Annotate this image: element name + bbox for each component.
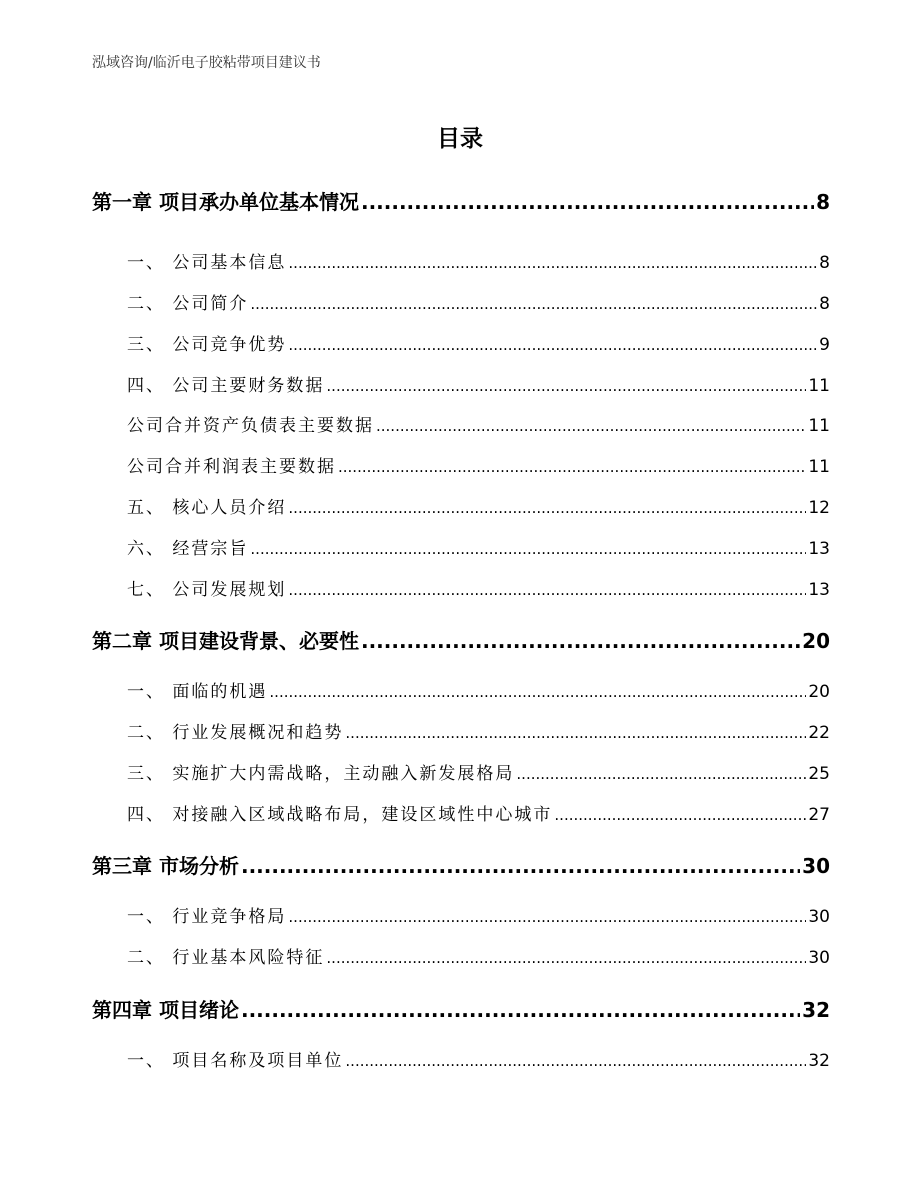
toc-entry-label: 第二章 项目建设背景、必要性 <box>92 629 359 653</box>
toc-entry[interactable] <box>127 1046 830 1071</box>
dot-leader <box>288 908 806 926</box>
toc-entry-label: 一、 项目名称及项目单位 <box>127 1051 344 1071</box>
toc-entry-page: 13 <box>808 539 830 559</box>
toc-entry-page: 11 <box>808 457 830 477</box>
dot-leader <box>326 377 806 395</box>
toc-entry-page: 32 <box>802 998 830 1022</box>
toc-entry[interactable] <box>127 330 830 355</box>
dot-leader <box>345 1052 806 1070</box>
toc-entry[interactable] <box>127 800 830 825</box>
toc-entry[interactable] <box>92 994 830 1023</box>
dot-leader <box>376 417 806 435</box>
toc-entry-page: 8 <box>819 294 830 314</box>
toc-entry-page: 8 <box>816 190 830 214</box>
dot-leader <box>288 499 806 517</box>
toc-entry-label: 三、 实施扩大内需战略，主动融入新发展格局 <box>127 764 515 784</box>
toc-entry-label: 二、 公司简介 <box>127 294 249 314</box>
toc-entry-label: 第一章 项目承办单位基本情况 <box>92 190 359 214</box>
dot-leader <box>269 683 806 701</box>
dot-leader <box>241 998 800 1022</box>
toc-entry-label: 一、 行业竞争格局 <box>127 907 287 927</box>
dot-leader <box>288 581 806 599</box>
toc-entry-label: 二、 行业基本风险特征 <box>127 948 325 968</box>
dot-leader <box>250 295 817 313</box>
toc-entry-page: 20 <box>802 629 830 653</box>
toc-entry-label: 四、 公司主要财务数据 <box>127 376 325 396</box>
toc-entry[interactable] <box>127 943 830 968</box>
toc-entry-label: 六、 经营宗旨 <box>127 539 249 559</box>
dot-leader <box>250 540 806 558</box>
dot-leader <box>361 190 814 214</box>
dot-leader <box>241 854 800 878</box>
toc-entry-page: 11 <box>808 416 830 436</box>
toc-entry-page: 32 <box>808 1051 830 1071</box>
toc-entry-page: 11 <box>808 376 830 396</box>
toc-entry-page: 30 <box>808 907 830 927</box>
toc-entry[interactable] <box>127 677 830 702</box>
toc-entry-label: 二、 行业发展概况和趋势 <box>127 723 344 743</box>
toc-entry-label: 一、 面临的机遇 <box>127 682 268 702</box>
toc-entry-label: 三、 公司竞争优势 <box>127 335 287 355</box>
dot-leader <box>554 806 806 824</box>
toc-entry[interactable] <box>92 186 830 215</box>
toc-entry[interactable] <box>127 452 830 477</box>
toc-entry-label: 第三章 市场分析 <box>92 854 239 878</box>
toc-entry-page: 25 <box>808 764 830 784</box>
toc-entry-page: 30 <box>808 948 830 968</box>
toc-entry[interactable] <box>127 902 830 927</box>
toc-entry-page: 20 <box>808 682 830 702</box>
toc-entry-page: 12 <box>808 498 830 518</box>
toc-entry-label: 五、 核心人员介绍 <box>127 498 287 518</box>
toc-entry-label: 七、 公司发展规划 <box>127 580 287 600</box>
running-header: 泓域咨询/临沂电子胶粘带项目建议书 <box>92 55 321 71</box>
toc-entry[interactable] <box>127 759 830 784</box>
dot-leader <box>516 765 806 783</box>
toc-entry-page: 27 <box>808 805 830 825</box>
toc-entry-page: 8 <box>819 253 830 273</box>
dot-leader <box>288 336 817 354</box>
dot-leader <box>345 724 806 742</box>
toc-entry-label: 第四章 项目绪论 <box>92 998 239 1022</box>
toc-entry-label: 四、 对接融入区域战略布局，建设区域性中心城市 <box>127 805 553 825</box>
toc-entry[interactable] <box>127 534 830 559</box>
toc-entry[interactable] <box>127 411 830 436</box>
toc-entry-page: 22 <box>808 723 830 743</box>
toc-entry[interactable] <box>92 625 830 654</box>
toc-entry-page: 30 <box>802 854 830 878</box>
toc-entry[interactable] <box>127 289 830 314</box>
toc-entry[interactable] <box>92 850 830 879</box>
toc-entry[interactable] <box>127 248 830 273</box>
toc-entry-page: 9 <box>819 335 830 355</box>
toc-entry[interactable] <box>127 718 830 743</box>
toc-entry-label: 一、 公司基本信息 <box>127 253 287 273</box>
toc-entry[interactable] <box>127 493 830 518</box>
dot-leader <box>361 629 800 653</box>
toc-entry-page: 13 <box>808 580 830 600</box>
toc-entry[interactable] <box>127 371 830 396</box>
dot-leader <box>326 949 806 967</box>
toc-entry[interactable] <box>127 575 830 600</box>
toc-title: 目录 <box>437 126 483 152</box>
toc-entry-label: 公司合并资产负债表主要数据 <box>127 416 374 436</box>
dot-leader <box>338 458 806 476</box>
toc-entry-label: 公司合并利润表主要数据 <box>127 457 336 477</box>
dot-leader <box>288 254 817 272</box>
